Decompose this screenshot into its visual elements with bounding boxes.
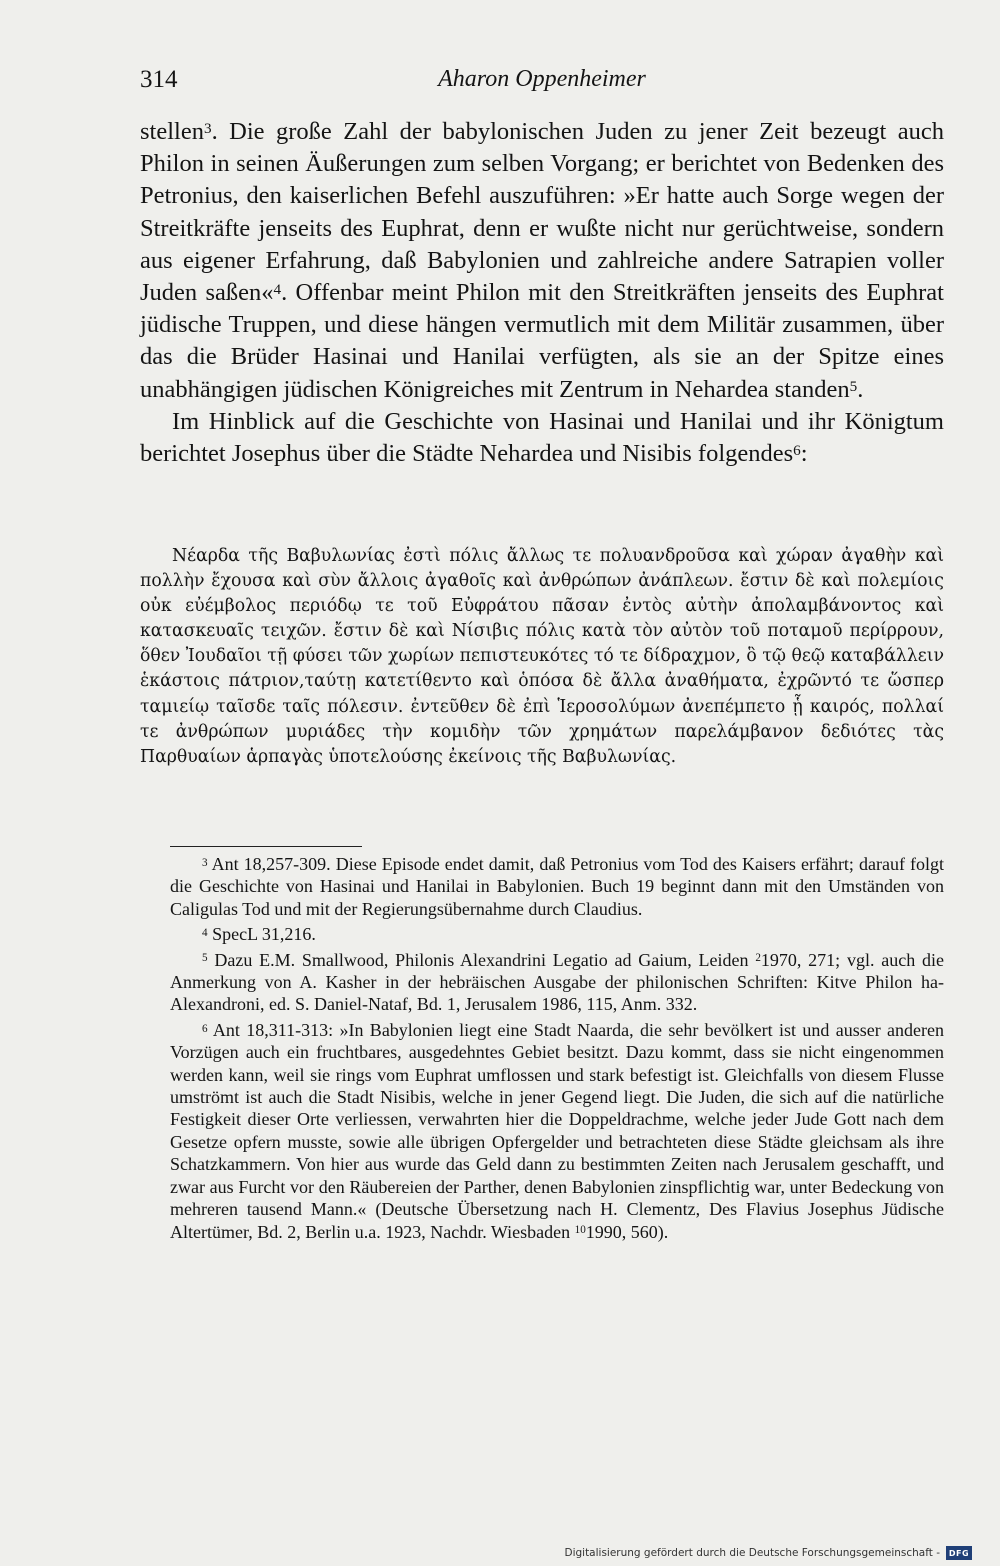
greek-quote-text: Νέαρδα τῆς Βαβυλωνίας ἐστὶ πόλις ἄλλως τε πολυανδροῦσα καὶ χώραν ἀγαθὴν καὶ πολλὴν ἔχουσα καὶ σὺν ἄλλοις ἀγαθοῖς καὶ ἀνθρώπων ἀνάπλεων. ἔστιν δὲ καὶ πολεμίοις οὐκ εὐέμβολος περιόδῳ τε τοῦ Εὐφράτου πᾶσαν ἐντὸς αὐτὴν ἀπολαμβάνοντος καὶ κατασκευαῖς τειχῶν. ἔστιν δὲ καὶ Νίσιβις πόλις κατὰ τὸν αὐτὸν τοῦ ποταμοῦ περίρρουν, ὅθεν Ἰουδαῖοι τῇ φύσει τῶν χωρίων πεπιστευκότες τό τε δίδραχμον, ὃ τῷ θεῷ καταβάλλειν ἑκάστοις πάτριον,ταύτῃ κατετίθεντο καὶ ὁπόσα δὲ ἄλλα ἀναθήματα, ἐχρῶντό τε ὥσπερ ταμιείῳ ταῖσδε ταῖς πόλεσιν. ἐντεῦθεν δὲ ἐπὶ Ἱεροσολύμων ἀνεπέμπετο ᾗ καιρός, πολλαί τε ἀνθρώπων μυριάδες τὴν κομιδὴν τῶν χρημάτων παρελάμβανον δεδιότες τὰς Παρθυαίων ἁρπαγὰς ὑποτελούσης ἐκείνοις τῆς Βαβυλωνίας. xyxy=(140,546,944,767)
running-head: Aharon Oppenheimer xyxy=(438,66,646,92)
paragraph-1: stellen$^3$. Die große Zahl der babylonischen Juden zu jener Zeit bezeugt auch Philon in seinen Äußerungen zum selben Vorgang; er berichtet von Bedenken des Petronius, den kaiserlichen Befehl auszuführen: »Er hatte auch Sorge wegen der Streitkräfte jenseits des Euphrat, denn er wußte nicht nur gerüchtweise, sondern aus eigener Erfahrung, daß Babylonien und zahlreiche andere Satrapien voller Juden saßen«$^4$. Offenbar meint Philon mit den Streitkräften jenseits des Euphrat jüdische Truppen, und diese hängen vermutlich mit dem Militär zusammen, über das die Brüder Hasinai und Hanilai verfügten, als sie an der Spitze eines unabhängigen jüdischen Königreiches mit Zentrum in Nehardea standen$^5$. xyxy=(140,118,944,403)
footnote-ref-3[interactable]: 3 xyxy=(203,120,212,138)
footnote-separator xyxy=(170,846,362,847)
page-number: 314 xyxy=(140,66,178,93)
footnote-4: $^4$ SpecL 31,216. xyxy=(202,924,316,945)
footnote-number: 4 xyxy=(202,926,208,939)
edition-superscript: 2 xyxy=(755,952,761,965)
footnote-number: 6 xyxy=(202,1022,208,1035)
footnote-5: $^5$ Dazu E.M. Smallwood, Philonis Alexandrini Legatio ad Gaium, Leiden $^2$1970, 271; vgl. auch die Anmerkung von A. Kasher in der hebräischen Ausgabe der philonischen Schriften: Kitve Philon ha-Alexandroni, ed. S. Daniel-Nataf, Bd. 1, Jerusalem 1986, 115, Anm. 332. xyxy=(170,949,944,1015)
dfg-logo-icon: DFG xyxy=(946,1546,972,1560)
greek-quotation xyxy=(140,544,944,770)
footnote-number: 5 xyxy=(202,952,208,965)
footnote-ref-6[interactable]: 6 xyxy=(793,442,801,460)
footnotes xyxy=(170,853,944,1246)
footnote-3: $^3$ Ant 18,257-309. Diese Episode endet damit, daß Petronius vom Tod des Kaisers erfährt; darauf folgt die Geschichte von Hasinai und Hanilai in Babylonien. Buch 19 beginnt dann mit den Umständen von Caligulas Tod und mit der Regierungsübernahme durch Claudius. xyxy=(170,854,944,919)
page-header xyxy=(140,66,944,100)
digitization-footer xyxy=(564,1546,972,1560)
paragraph-2: Im Hinblick auf die Geschichte von Hasinai und Hanilai und ihr Königtum berichtet Josephus über die Städte Nehardea und Nisibis folgendes$^6$: xyxy=(140,407,944,468)
footnote-6: $^6$ Ant 18,311-313: »In Babylonien liegt eine Stadt Naarda, die sehr bevölkert ist und ausser anderen Vorzügen auch ein fruchtbares, ausgedehntes Gebiet besitzt. Dazu kommt, dass sie nicht eingenommen werden kann, weil sie rings vom Euphrat umflossen und stark befestigt ist. Gleichfalls von diesem Flusse umströmt ist auch die Stadt Nisibis, welche in jener Gegend liegt. Die Juden, die sich auf die natürliche Festigkeit dieser Orte verliessen, verwahrten hier die Doppeldrachme, welche jeder Jude Gott nach dem Gesetze opfern musste, sowie alle übrigen Opfergelder und betrachteten diese Städte gleichsam als ihre Schatzkammern. Von hier aus wurde das Geld dann zu bestimmten Zeiten nach Jerusalem geschafft, und zwar aus Furcht vor den Räubereien der Parther, denen Babylonien zinspflichtig war, unter Bedeckung von mehreren tausend Mann.« (Deutsche Übersetzung nach H. Clementz, Des Flavius Josephus Jüdische Altertümer, Bd. 2, Berlin u.a. 1923, Nachdr. Wiesbaden $^{10}$1990, 560). xyxy=(170,1019,944,1242)
edition-superscript: 10 xyxy=(574,1224,586,1237)
footnote-ref-4[interactable]: 4 xyxy=(273,281,282,299)
main-text xyxy=(140,116,944,470)
funding-notice: Digitalisierung gefördert durch die Deutsche Forschungsgemeinschaft - xyxy=(564,1547,940,1559)
footnote-number: 3 xyxy=(202,856,208,869)
footnote-ref-5[interactable]: 5 xyxy=(849,377,858,395)
